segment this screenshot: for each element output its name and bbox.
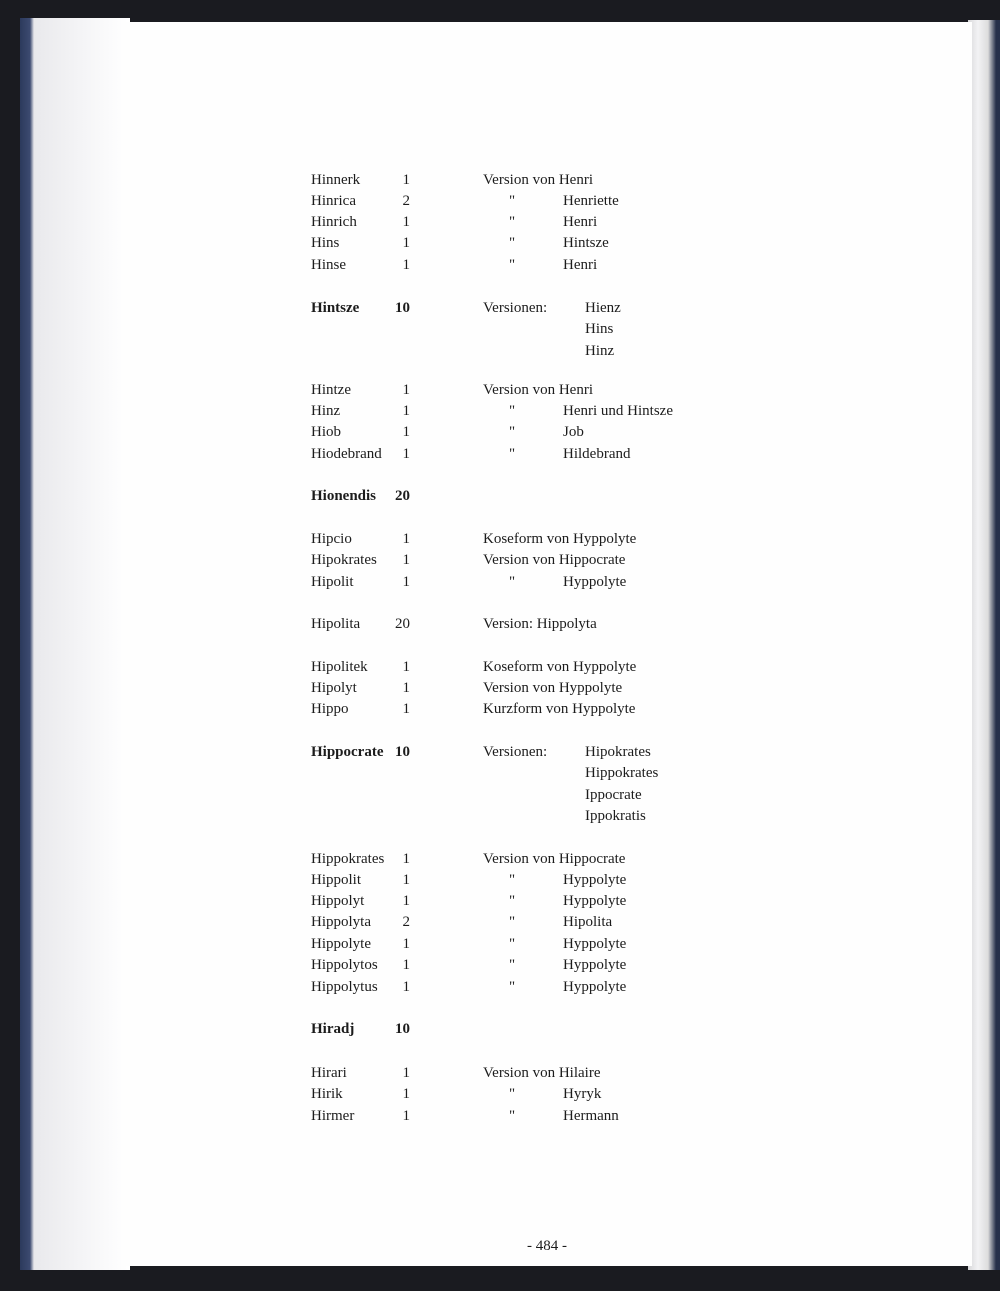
entry-count: 1 [402,235,410,251]
entry-name: Hintze [311,382,351,398]
entry-name: Hippo [311,701,349,717]
entry-target: Henri und Hintsze [563,403,673,419]
entry-name: Hirmer [311,1108,355,1124]
entry-count: 1 [402,382,410,398]
ditto-mark: " [509,1108,516,1124]
entry-count: 1 [402,172,410,188]
entry-row [122,531,972,552]
entry-name: Hinse [311,257,346,273]
entry-row [122,403,972,424]
entry-row [122,172,972,193]
entry-count: 1 [402,446,410,462]
entry-row [122,893,972,914]
entry-count: 1 [402,851,410,867]
entry-row [122,1021,972,1042]
entry-description: Version: Hippolyta [483,616,597,632]
entry-row [122,744,972,765]
entry-row [122,680,972,701]
entry-target: Hyppolyte [563,893,627,909]
entry-name: Hippolyte [311,936,371,952]
entry-row [122,979,972,1000]
entry-row [122,300,972,321]
entry-name: Hirari [311,1065,347,1081]
entry-count: 1 [402,1065,410,1081]
entry-row [122,574,972,595]
entry-description: Version von Hilaire [483,1065,601,1081]
ditto-mark: " [509,257,516,273]
entry-row [122,235,972,256]
entry-count: 1 [402,893,410,909]
entry-count: 2 [402,193,410,209]
entry-target: Hipolita [563,914,613,930]
entry-description: Version von Hippocrate [483,552,626,568]
entry-description: Kurzform von Hyppolyte [483,701,636,717]
entry-name: Hippolit [311,872,362,888]
entry-count: 20 [395,488,410,504]
entry-target: Hildebrand [563,446,631,462]
ditto-mark: " [509,193,516,209]
version-item: Ippokratis [585,807,646,824]
ditto-mark: " [509,1086,516,1102]
entry-count: 1 [402,659,410,675]
entry-target: Hyppolyte [563,957,627,973]
entry-name: Hipolyt [311,680,357,696]
entry-count: 20 [395,616,410,632]
entry-name: Hirik [311,1086,343,1102]
entry-count: 1 [402,701,410,717]
entry-target: Hyppolyte [563,574,627,590]
entry-row [122,382,972,403]
entry-count: 1 [402,1086,410,1102]
entry-count: 1 [402,936,410,952]
entry-row [122,701,972,722]
entry-row [122,1086,972,1107]
entry-target: Henriette [563,193,619,209]
version-item: Hippokrates [585,765,659,782]
entry-name: Hionendis [311,488,377,504]
entry-name: Hippolytos [311,957,378,973]
entry-row [122,659,972,680]
entry-name: Hiradj [311,1021,355,1037]
entry-count: 1 [402,680,410,696]
entry-description: Version von Hippocrate [483,851,626,867]
entry-count: 1 [402,872,410,888]
entry-row [122,957,972,978]
ditto-mark: " [509,957,516,973]
entry-target: Hyppolyte [563,936,627,952]
entry-row [122,552,972,573]
ditto-mark: " [509,936,516,952]
entry-count: 1 [402,574,410,590]
entry-target: Hintsze [563,235,609,251]
entry-row [122,914,972,935]
entry-count: 2 [402,914,410,930]
ditto-mark: " [509,574,516,590]
entry-row [122,446,972,467]
entry-description: Version von Hyppolyte [483,680,623,696]
entry-name: Hintsze [311,300,360,316]
ditto-mark: " [509,446,516,462]
entry-count: 1 [402,979,410,995]
version-item: Ippocrate [585,786,642,803]
entry-row [122,872,972,893]
ditto-mark: " [509,872,516,888]
entry-count: 1 [402,531,410,547]
book-page-stack-right [968,20,1000,1270]
page-number: - 484 - [527,1238,567,1254]
version-item: Hins [585,321,614,338]
entry-row [122,1108,972,1129]
entry-name: Hinnerk [311,172,361,188]
book-page [122,22,972,1266]
entry-target: Job [563,424,584,440]
entry-description: Version von Henri [483,172,593,188]
entry-count: 1 [402,424,410,440]
entry-name: Hippokrates [311,851,385,867]
entry-target: Hyryk [563,1086,602,1102]
ditto-mark: " [509,214,516,230]
entry-description: Koseform von Hyppolyte [483,531,637,547]
entry-name: Hiodebrand [311,446,382,462]
entry-row [122,936,972,957]
ditto-mark: " [509,914,516,930]
entry-target: Hermann [563,1108,619,1124]
entry-name: Hipolitek [311,659,368,675]
entry-row [122,257,972,278]
entry-name: Hipokrates [311,552,377,568]
entry-description: Koseform von Hyppolyte [483,659,637,675]
ditto-mark: " [509,979,516,995]
entry-count: 1 [402,403,410,419]
entry-name: Hins [311,235,340,251]
entry-name: Hippocrate [311,744,384,760]
ditto-mark: " [509,893,516,909]
entry-name: Hinz [311,403,341,419]
ditto-mark: " [509,235,516,251]
entry-count: 10 [395,300,410,316]
entry-target: Hyppolyte [563,979,627,995]
entry-name: Hipcio [311,531,352,547]
entry-count: 1 [402,957,410,973]
entry-row [122,193,972,214]
entry-row [122,214,972,235]
entry-name: Hippolyta [311,914,371,930]
entry-target: Henri [563,214,598,230]
entry-row [122,488,972,509]
entry-name: Hippolytus [311,979,378,995]
entry-row [122,1065,972,1086]
entry-description: Version von Henri [483,382,593,398]
version-item: Hipokrates [585,744,651,760]
entry-count: 1 [402,552,410,568]
entry-name: Hipolit [311,574,354,590]
entry-count: 1 [402,214,410,230]
entry-name: Hippolyt [311,893,365,909]
entry-name: Hipolita [311,616,361,632]
entry-row [122,851,972,872]
version-item: Hienz [585,300,621,316]
ditto-mark: " [509,403,516,419]
entry-description: Versionen: [483,744,548,760]
entry-name: Hinrica [311,193,356,209]
entry-count: 1 [402,257,410,273]
entry-count: 1 [402,1108,410,1124]
entry-description: Versionen: [483,300,548,316]
entry-target: Hyppolyte [563,872,627,888]
entry-name: Hinrich [311,214,357,230]
ditto-mark: " [509,424,516,440]
book-page-stack-left [20,18,130,1270]
entry-count: 10 [395,1021,410,1037]
entry-row [122,424,972,445]
entry-count: 10 [395,744,410,760]
entry-row [122,616,972,637]
version-item: Hinz [585,342,615,359]
entry-name: Hiob [311,424,341,440]
entry-target: Henri [563,257,598,273]
